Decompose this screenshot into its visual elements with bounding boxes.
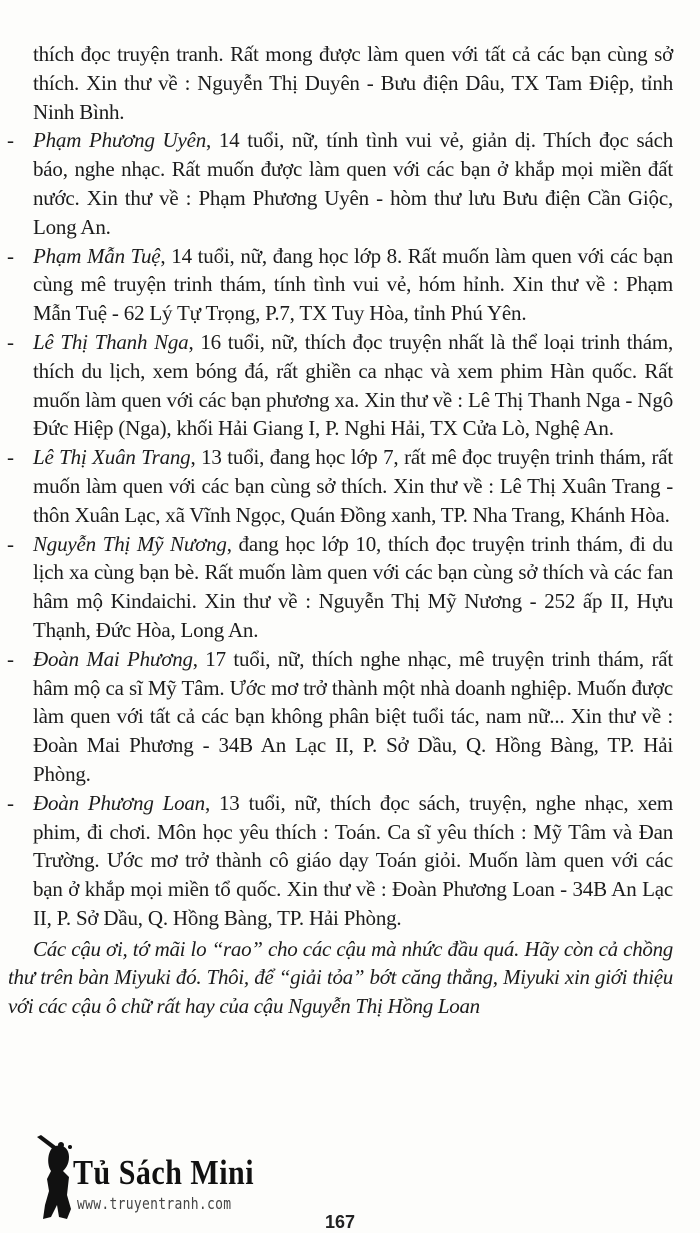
entry-text: , 14 tuổi, nữ, tính tình vui vẻ, giản dị. Thích đọc sách báo, nghe nhạc. Rất muốn được làm quen với các bạn ở khắp mọi miền đất nước. Xin thư về : Phạm Phương Uyên - hòm thư lưu Bưu điện Cần Giộc, Long An. (33, 128, 673, 239)
pen-pal-entry (7, 530, 673, 645)
entry-text: , đang học lớp 10, thích đọc truyện trinh thám, đi du lịch xa cùng bạn bè. Rất muốn làm quen với các bạn cùng sở thích và các fan hâm mộ Kindaichi. Xin thư về : Nguyễn Thị Mỹ Nương - 252 ấp II, Hựu Thạnh, Đức Hòa, Long An. (33, 531, 673, 642)
entry-name: Lê Thị Xuân Trang (33, 445, 191, 470)
pen-pal-entry (7, 443, 673, 529)
entry-name: Đoàn Mai Phương (33, 646, 193, 671)
bullet-dash: - (7, 128, 14, 153)
bullet-dash: - (7, 243, 14, 268)
intro-paragraph: thích đọc truyện tranh. Rất mong được làm quen với tất cả các bạn cùng sở thích. Xin thư về : Nguyễn Thị Duyên - Bưu điện Dâu, TX Tam Điệp, tỉnh Ninh Bình. (33, 42, 673, 124)
pen-pal-entry (7, 126, 673, 241)
brand-name: Tủ Sách Mini (73, 1153, 255, 1192)
pen-pal-entry (7, 242, 673, 328)
ninja-silhouette-icon (35, 1135, 75, 1220)
bullet-dash: - (7, 445, 14, 470)
entry-text: , 13 tuổi, nữ, thích đọc sách, truyện, nghe nhạc, xem phim, đi chơi. Môn học yêu thích : Toán. Ca sĩ yêu thích : Mỹ Tâm và Đan Trường. Ước mơ trở thành cô giáo dạy Toán giỏi. Muốn làm quen với các bạn ở khắp mọi miền tổ quốc. Xin thư về : Đoàn Phương Loan - 34B An Lạc II, P. Sở Dầu, Q. Hồng Bàng, TP. Hải Phòng. (33, 790, 674, 930)
entry-name: Nguyễn Thị Mỹ Nương (33, 531, 227, 556)
pen-pal-list (0, 126, 700, 932)
entry-text: , 16 tuổi, nữ, thích đọc truyện nhất là thể loại trinh thám, thích du lịch, xem bóng đá, rất ghiền ca nhạc và xem phim Hàn quốc. Rất muốn làm quen với các bạn phương xa. Xin thư về : Lê Thị Thanh Nga - Ngô Đức Hiệp (Nga), khối Hải Giang I, P. Nghi Hải, TX Cửa Lò, Nghệ An. (33, 329, 674, 441)
pen-pal-entry (7, 328, 674, 443)
entry-text: , 17 tuổi, nữ, thích nghe nhạc, mê truyện trinh thám, rất hâm mộ ca sĩ Mỹ Tâm. Ước mơ trở thành một nhà doanh nghiệp. Muốn được làm quen với tất cả các bạn không phân biệt tuổi tác, nam nữ... Xin thư về : Đoàn Mai Phương - 34B An Lạc II, P. Sở Dầu, Q. Hồng Bàng, TP. Hải Phòng. (33, 646, 673, 786)
bullet-dash: - (7, 531, 14, 556)
bullet-dash: - (7, 646, 14, 671)
entry-text: , 14 tuổi, nữ, đang học lớp 8. Rất muốn làm quen với các bạn cùng mê truyện trinh thám, tính tình vui vẻ, hóm hỉnh. Xin thư về : Phạm Mẫn Tuệ - 62 Lý Tự Trọng, P.7, TX Tuy Hòa, tỉnh Phú Yên. (33, 243, 673, 326)
bullet-dash: - (7, 790, 14, 815)
closing-paragraph: Các cậu ơi, tớ mãi lo “rao” cho các cậu mà nhức đầu quá. Hãy còn cả chồng thư trên bàn Miyuki đó. Thôi, để “giải tỏa” bớt căng thẳng, Miyuki xin giới thiệu với các cậu ô chữ rất hay của cậu Nguyễn Thị Hồng Loan (8, 936, 673, 1018)
bullet-dash: - (7, 329, 14, 354)
watermark-logo (35, 1135, 265, 1220)
book-page (0, 40, 700, 1020)
page-number: 167 (325, 1212, 356, 1232)
pen-pal-entry (7, 789, 674, 933)
entry-name: Đoàn Phương Loan (33, 790, 205, 815)
pen-pal-entry (7, 645, 673, 789)
entry-name: Phạm Phương Uyên (33, 128, 207, 153)
brand-url: www.truyentranh.com (77, 1195, 232, 1214)
entry-name: Phạm Mẫn Tuệ (33, 243, 161, 268)
entry-text: , 13 tuổi, đang học lớp 7, rất mê đọc truyện trinh thám, rất muốn làm quen với các bạn cùng sở thích. Xin thư về : Lê Thị Xuân Trang - thôn Xuân Lạc, xã Vĩnh Ngọc, Quán Đồng xanh, TP. Nha Trang, Khánh Hòa. (33, 445, 673, 527)
entry-name: Lê Thị Thanh Nga (33, 329, 189, 354)
